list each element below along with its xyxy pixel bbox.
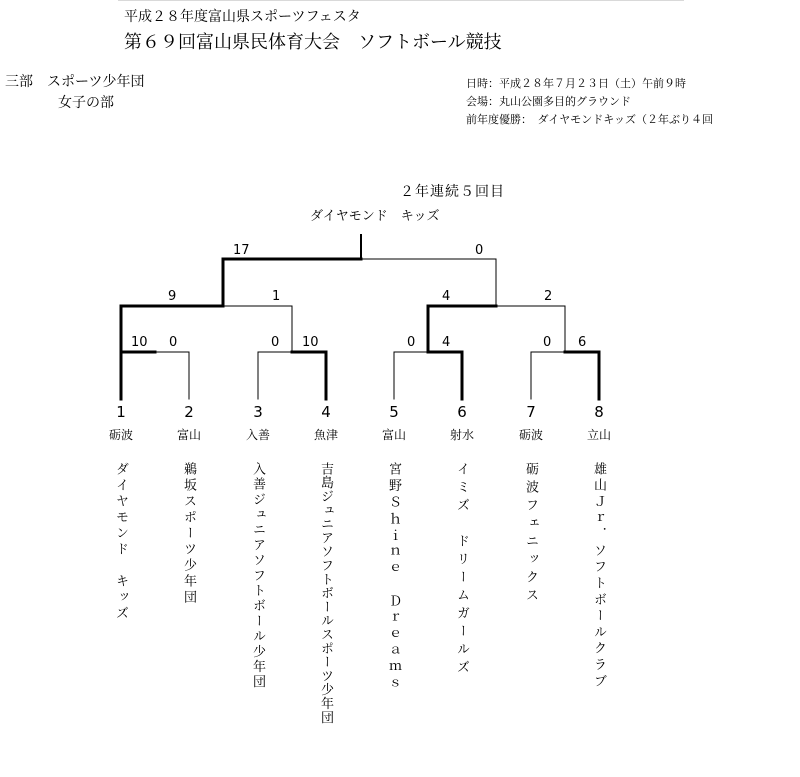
team-name: 宮野Ｓｈｉｎｅ Ｄｒｅａｍｓ xyxy=(386,462,401,693)
team-name: 吉島ジュニアソフトボールスポーツ少年団 xyxy=(318,462,333,725)
champion-name: ダイヤモンド キッズ xyxy=(310,209,440,224)
r1-m4-right-path xyxy=(565,352,599,399)
team-region: 富山 xyxy=(381,428,406,442)
team-seed: 2 xyxy=(184,403,194,421)
final-left-score: 17 xyxy=(233,243,250,258)
r1-m1-left-score: 10 xyxy=(131,335,148,350)
r1-m2-left-path xyxy=(258,352,292,399)
team-seed: 5 xyxy=(389,403,399,421)
team-name: 入善ジュニアソフトボール少年団 xyxy=(250,462,265,690)
semi2-left-score: 4 xyxy=(442,289,451,304)
r1-m2-right-path xyxy=(292,352,326,399)
r1-m3-left-path xyxy=(394,352,428,399)
team-seed: 7 xyxy=(526,403,536,421)
semi1-right-score: 1 xyxy=(272,289,281,304)
r1-m3-left-score: 0 xyxy=(407,335,416,350)
champion-streak: ２年連続５回目 xyxy=(400,184,505,200)
final-right-score: 0 xyxy=(475,243,484,258)
r1-m2-left-score: 0 xyxy=(271,335,280,350)
team-name: 鵜坂スポーツ少年団 xyxy=(181,462,196,606)
event-venue: 会場：丸山公園多目的グラウンド xyxy=(466,95,631,108)
team-region: 富山 xyxy=(176,428,201,442)
event-date: 日時：平成２８年７月２３日（土）午前９時 xyxy=(466,77,686,90)
semi1-left-score: 9 xyxy=(168,289,177,304)
r1-m4-left-path xyxy=(531,352,565,399)
team-region: 射水 xyxy=(449,428,474,442)
r1-m3-right-score: 4 xyxy=(442,335,451,350)
r1-m4-left-score: 0 xyxy=(543,335,552,350)
r1-m1-right-score: 0 xyxy=(169,335,178,350)
semi1-right-path xyxy=(223,306,292,352)
r1-m1-right-path xyxy=(155,352,189,399)
semi2-right-path xyxy=(496,306,565,352)
final-left-path xyxy=(223,259,361,306)
team-name: ダイヤモンド キッズ xyxy=(113,462,128,622)
team-seed: 8 xyxy=(594,403,604,421)
final-right-path xyxy=(361,259,496,306)
last-year-winner: 前年度優勝： ダイヤモンドキッズ（２年ぶり４回 xyxy=(466,113,714,126)
team-region: 魚津 xyxy=(313,428,338,442)
r1-m3-right-path xyxy=(428,352,462,399)
team-region: 立山 xyxy=(586,428,611,442)
r1-m2-right-score: 10 xyxy=(302,335,319,350)
team-seed: 6 xyxy=(457,403,467,421)
team-region: 砺波 xyxy=(518,428,543,442)
team-name: 雄山Ｊｒ．ソフトボールクラブ xyxy=(591,462,606,691)
page-title: 第６９回富山県民体育大会 ソフトボール競技 xyxy=(124,32,502,53)
team-seed: 4 xyxy=(321,403,331,421)
r1-m4-right-score: 6 xyxy=(578,335,587,350)
team-name: 砺波フェニックス xyxy=(523,462,538,606)
division-section: 女子の部 xyxy=(58,95,114,111)
team-region: 入善 xyxy=(245,428,270,442)
event-subtitle: 平成２８年度富山県スポーツフェスタ xyxy=(124,9,361,25)
team-seed: 1 xyxy=(116,403,126,421)
semi2-right-score: 2 xyxy=(544,289,553,304)
semi2-left-path xyxy=(428,306,496,352)
team-region: 砺波 xyxy=(108,428,133,442)
team-seed: 3 xyxy=(253,403,263,421)
team-name: イミズ ドリームガールズ xyxy=(454,462,469,678)
division-category: 三部 スポーツ少年団 xyxy=(5,74,145,90)
